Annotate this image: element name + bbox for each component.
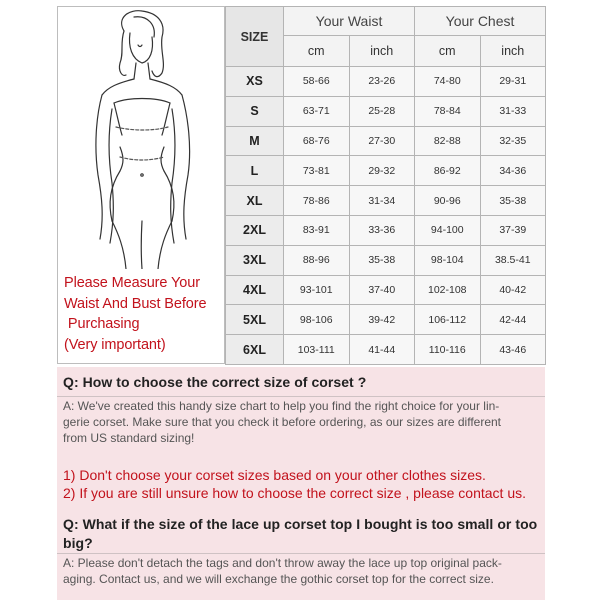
note-line: Purchasing	[64, 316, 140, 332]
chest-cm-cell: 110-116	[415, 335, 481, 365]
size-table	[225, 6, 546, 365]
size-cell: M	[226, 126, 284, 156]
waist-cm-header: cm	[284, 36, 350, 67]
waist-inch-cell: 37-40	[349, 275, 415, 305]
chest-cm-cell: 106-112	[415, 305, 481, 335]
table-row	[226, 275, 546, 305]
table-row	[226, 186, 546, 216]
size-cell: 6XL	[226, 335, 284, 365]
chest-cm-cell: 94-100	[415, 215, 481, 245]
waist-cm-cell: 58-66	[284, 67, 350, 97]
chest-inch-cell: 37-39	[480, 215, 546, 245]
waist-cm-cell: 78-86	[284, 186, 350, 216]
size-cell: L	[226, 156, 284, 186]
question-line: big?	[63, 534, 93, 551]
faq-answer-2	[63, 555, 539, 587]
waist-cm-cell: 98-106	[284, 305, 350, 335]
answer-line: aging. Contact us, and we will exchange the gothic corset top for the correct size.	[63, 572, 494, 586]
waist-cm-cell: 68-76	[284, 126, 350, 156]
chest-cm-cell: 78-84	[415, 96, 481, 126]
table-row	[226, 215, 546, 245]
size-cell: XS	[226, 67, 284, 97]
note-line: Please Measure Your	[64, 275, 200, 291]
answer-line: from US standard sizing!	[63, 431, 195, 445]
waist-inch-cell: 23-26	[349, 67, 415, 97]
chest-inch-cell: 38.5-41	[480, 245, 546, 275]
chest-inch-cell: 32-35	[480, 126, 546, 156]
chest-inch-cell: 35-38	[480, 186, 546, 216]
chest-cm-cell: 98-104	[415, 245, 481, 275]
chest-inch-header: inch	[480, 36, 546, 67]
answer-line: gerie corset. Make sure that you check it before ordering, as our sizes are different	[63, 415, 501, 429]
note-line: (Very important)	[64, 336, 166, 353]
question-line: Q: What if the size of the lace up corset top I bought is too small or too	[63, 516, 538, 532]
faq-divider	[57, 396, 545, 397]
waist-inch-cell: 27-30	[349, 126, 415, 156]
waist-inch-cell: 39-42	[349, 305, 415, 335]
waist-column-header: Your Waist	[284, 7, 415, 36]
chest-cm-cell: 82-88	[415, 126, 481, 156]
table-row	[226, 305, 546, 335]
waist-inch-cell: 35-38	[349, 245, 415, 275]
waist-inch-cell: 31-34	[349, 186, 415, 216]
size-cell: XL	[226, 186, 284, 216]
chest-inch-cell: 42-44	[480, 305, 546, 335]
size-cell: 4XL	[226, 275, 284, 305]
waist-inch-header: inch	[349, 36, 415, 67]
chest-inch-cell: 40-42	[480, 275, 546, 305]
faq-divider	[57, 553, 545, 554]
size-cell: 5XL	[226, 305, 284, 335]
faq-question-2	[63, 515, 537, 552]
faq-tip-1: 1) Don't choose your corset sizes based on your other clothes sizes.	[63, 467, 486, 483]
waist-inch-cell: 25-28	[349, 96, 415, 126]
size-chart-section	[57, 6, 545, 364]
waist-cm-cell: 103-111	[284, 335, 350, 365]
chest-cm-cell: 86-92	[415, 156, 481, 186]
table-row	[226, 245, 546, 275]
size-cell: 3XL	[226, 245, 284, 275]
waist-cm-cell: 88-96	[284, 245, 350, 275]
chest-cm-header: cm	[415, 36, 481, 67]
waist-cm-cell: 93-101	[284, 275, 350, 305]
chest-inch-cell: 34-36	[480, 156, 546, 186]
waist-inch-cell: 29-32	[349, 156, 415, 186]
chest-cm-cell: 90-96	[415, 186, 481, 216]
chest-cm-cell: 74-80	[415, 67, 481, 97]
table-row	[226, 156, 546, 186]
faq-tip-2: 2) If you are still unsure how to choose the correct size , please contact us.	[63, 485, 527, 501]
chest-inch-cell: 43-46	[480, 335, 546, 365]
measurement-note	[64, 273, 224, 355]
table-row	[226, 335, 546, 365]
table-row	[226, 67, 546, 97]
size-cell: 2XL	[226, 215, 284, 245]
waist-cm-cell: 83-91	[284, 215, 350, 245]
waist-cm-cell: 73-81	[284, 156, 350, 186]
table-row	[226, 96, 546, 126]
waist-inch-cell: 41-44	[349, 335, 415, 365]
faq-section	[57, 367, 545, 600]
answer-line: A: We've created this handy size chart to help you find the right choice for your lin-	[63, 399, 500, 413]
chest-cm-cell: 102-108	[415, 275, 481, 305]
female-figure-illustration	[58, 7, 224, 269]
chest-inch-cell: 31-33	[480, 96, 546, 126]
note-line: Waist And Bust Before	[64, 295, 207, 312]
faq-answer-1	[63, 398, 539, 446]
faq-question-1: Q: How to choose the correct size of corset ?	[63, 374, 367, 390]
answer-line: A: Please don't detach the tags and don't throw away the lace up top original pack-	[63, 556, 502, 570]
table-row	[226, 126, 546, 156]
waist-inch-cell: 33-36	[349, 215, 415, 245]
waist-cm-cell: 63-71	[284, 96, 350, 126]
chest-column-header: Your Chest	[415, 7, 546, 36]
measurement-figure-panel	[57, 6, 225, 364]
chest-inch-cell: 29-31	[480, 67, 546, 97]
size-column-header: SIZE	[226, 7, 284, 67]
size-cell: S	[226, 96, 284, 126]
